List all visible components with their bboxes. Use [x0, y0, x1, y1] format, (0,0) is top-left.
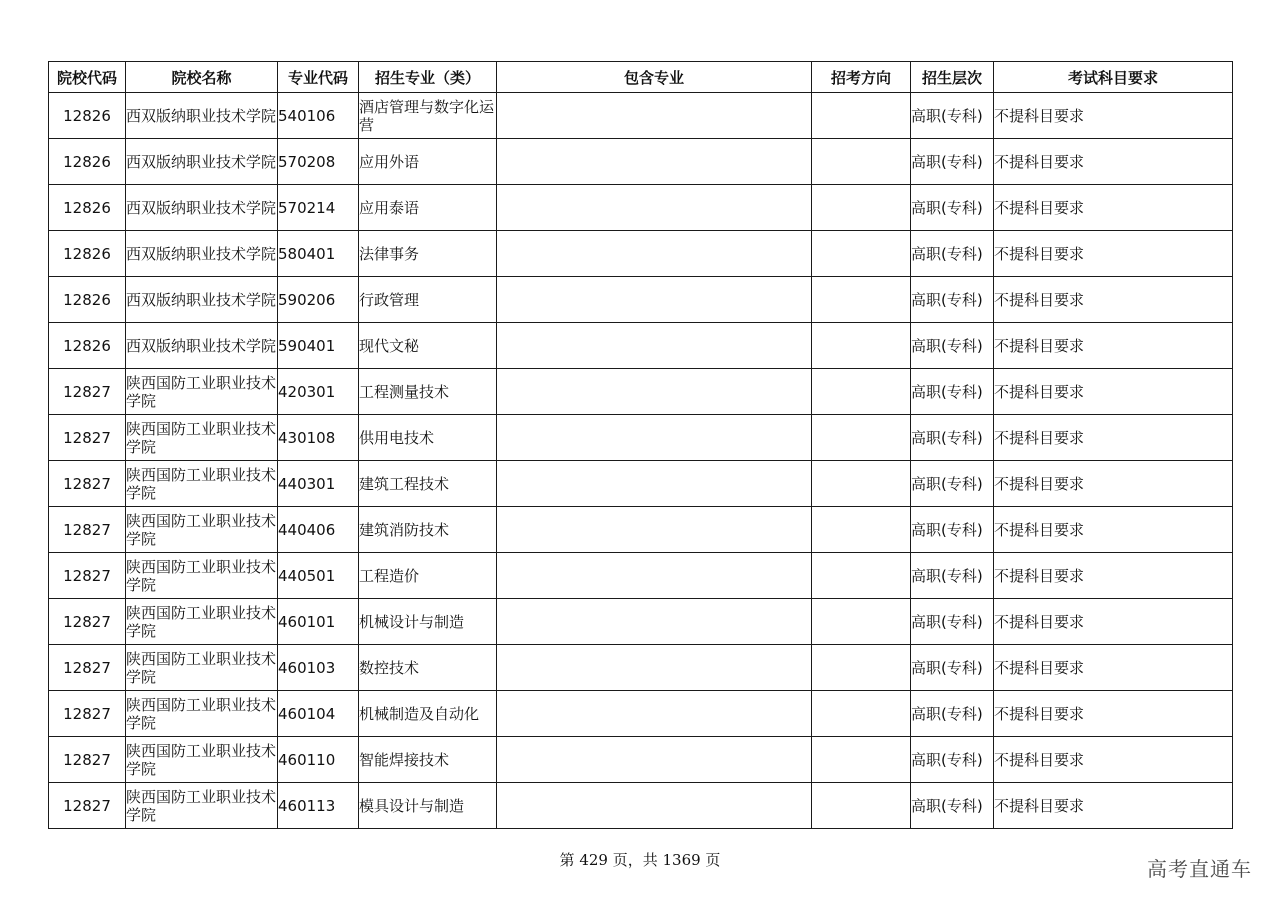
header-requirement: 考试科目要求: [994, 62, 1233, 93]
cell-direction: [812, 645, 911, 691]
cell-direction: [812, 231, 911, 277]
table-row: [49, 139, 1233, 185]
cell-level: 高职(专科): [911, 599, 994, 645]
cell-direction: [812, 277, 911, 323]
cell-level: 高职(专科): [911, 645, 994, 691]
cell-level: 高职(专科): [911, 415, 994, 461]
cell-requirement: 不提科目要求: [994, 599, 1233, 645]
cell-requirement: 不提科目要求: [994, 369, 1233, 415]
header-level: 招生层次: [911, 62, 994, 93]
cell-school-code: 12827: [49, 737, 126, 783]
cell-major: 法律事务: [359, 231, 497, 277]
cell-direction: [812, 691, 911, 737]
cell-major-code: 460113: [278, 783, 359, 829]
table-row: [49, 93, 1233, 139]
cell-major-code: 460110: [278, 737, 359, 783]
cell-requirement: 不提科目要求: [994, 461, 1233, 507]
cell-major: 工程造价: [359, 553, 497, 599]
admissions-table: [48, 61, 1233, 829]
cell-included-majors: [497, 783, 812, 829]
cell-level: 高职(专科): [911, 783, 994, 829]
table-row: [49, 507, 1233, 553]
cell-school-name: 西双版纳职业技术学院: [126, 277, 278, 323]
cell-included-majors: [497, 507, 812, 553]
cell-level: 高职(专科): [911, 737, 994, 783]
cell-included-majors: [497, 737, 812, 783]
cell-requirement: 不提科目要求: [994, 277, 1233, 323]
cell-school-name: 陕西国防工业职业技术学院: [126, 461, 278, 507]
cell-major-code: 420301: [278, 369, 359, 415]
cell-requirement: 不提科目要求: [994, 645, 1233, 691]
header-row: [49, 62, 1233, 93]
cell-school-code: 12826: [49, 323, 126, 369]
cell-direction: [812, 507, 911, 553]
cell-school-code: 12826: [49, 139, 126, 185]
cell-requirement: 不提科目要求: [994, 185, 1233, 231]
cell-major-code: 580401: [278, 231, 359, 277]
page-footer: 第 429 页，共 1369 页: [559, 851, 721, 869]
cell-major-code: 570214: [278, 185, 359, 231]
cell-level: 高职(专科): [911, 507, 994, 553]
table-row: [49, 415, 1233, 461]
cell-major: 智能焊接技术: [359, 737, 497, 783]
cell-school-name: 西双版纳职业技术学院: [126, 93, 278, 139]
cell-school-name: 陕西国防工业职业技术学院: [126, 645, 278, 691]
cell-major-code: 460101: [278, 599, 359, 645]
cell-level: 高职(专科): [911, 553, 994, 599]
cell-included-majors: [497, 369, 812, 415]
cell-direction: [812, 415, 911, 461]
cell-level: 高职(专科): [911, 691, 994, 737]
watermark: 高考直通车: [1147, 857, 1252, 881]
cell-included-majors: [497, 415, 812, 461]
cell-direction: [812, 139, 911, 185]
cell-major-code: 430108: [278, 415, 359, 461]
cell-included-majors: [497, 691, 812, 737]
cell-included-majors: [497, 323, 812, 369]
table-row: [49, 231, 1233, 277]
cell-level: 高职(专科): [911, 231, 994, 277]
table-row: [49, 691, 1233, 737]
cell-included-majors: [497, 461, 812, 507]
cell-requirement: 不提科目要求: [994, 737, 1233, 783]
cell-major: 酒店管理与数字化运营: [359, 93, 497, 139]
cell-major: 数控技术: [359, 645, 497, 691]
cell-major: 供用电技术: [359, 415, 497, 461]
table-row: [49, 645, 1233, 691]
table-row: [49, 599, 1233, 645]
cell-school-code: 12827: [49, 369, 126, 415]
cell-school-name: 陕西国防工业职业技术学院: [126, 783, 278, 829]
cell-school-code: 12827: [49, 553, 126, 599]
cell-level: 高职(专科): [911, 277, 994, 323]
cell-requirement: 不提科目要求: [994, 139, 1233, 185]
cell-major: 机械制造及自动化: [359, 691, 497, 737]
cell-included-majors: [497, 553, 812, 599]
cell-major: 应用泰语: [359, 185, 497, 231]
header-school-code: 院校代码: [49, 62, 126, 93]
cell-major-code: 460103: [278, 645, 359, 691]
cell-school-name: 陕西国防工业职业技术学院: [126, 415, 278, 461]
cell-school-code: 12826: [49, 185, 126, 231]
header-major-code: 专业代码: [278, 62, 359, 93]
cell-school-code: 12827: [49, 507, 126, 553]
cell-direction: [812, 323, 911, 369]
cell-included-majors: [497, 139, 812, 185]
cell-school-name: 西双版纳职业技术学院: [126, 185, 278, 231]
cell-school-code: 12827: [49, 691, 126, 737]
cell-level: 高职(专科): [911, 323, 994, 369]
cell-major-code: 590206: [278, 277, 359, 323]
cell-level: 高职(专科): [911, 139, 994, 185]
cell-school-name: 陕西国防工业职业技术学院: [126, 369, 278, 415]
cell-included-majors: [497, 277, 812, 323]
cell-major: 建筑消防技术: [359, 507, 497, 553]
cell-direction: [812, 369, 911, 415]
table-row: [49, 369, 1233, 415]
cell-school-name: 西双版纳职业技术学院: [126, 231, 278, 277]
cell-major: 工程测量技术: [359, 369, 497, 415]
table-row: [49, 737, 1233, 783]
cell-major-code: 440501: [278, 553, 359, 599]
cell-major: 行政管理: [359, 277, 497, 323]
table-body: [49, 93, 1233, 829]
cell-requirement: 不提科目要求: [994, 323, 1233, 369]
cell-school-name: 陕西国防工业职业技术学院: [126, 507, 278, 553]
cell-major: 应用外语: [359, 139, 497, 185]
header-major: 招生专业（类）: [359, 62, 497, 93]
cell-included-majors: [497, 645, 812, 691]
cell-level: 高职(专科): [911, 461, 994, 507]
cell-direction: [812, 185, 911, 231]
cell-school-name: 陕西国防工业职业技术学院: [126, 691, 278, 737]
cell-major-code: 590401: [278, 323, 359, 369]
cell-major-code: 570208: [278, 139, 359, 185]
cell-requirement: 不提科目要求: [994, 231, 1233, 277]
cell-level: 高职(专科): [911, 185, 994, 231]
cell-major: 模具设计与制造: [359, 783, 497, 829]
table-row: [49, 461, 1233, 507]
header-direction: 招考方向: [812, 62, 911, 93]
table-row: [49, 323, 1233, 369]
cell-direction: [812, 599, 911, 645]
cell-major-code: 460104: [278, 691, 359, 737]
cell-requirement: 不提科目要求: [994, 783, 1233, 829]
table-row: [49, 783, 1233, 829]
cell-requirement: 不提科目要求: [994, 553, 1233, 599]
cell-requirement: 不提科目要求: [994, 691, 1233, 737]
cell-school-code: 12827: [49, 599, 126, 645]
cell-level: 高职(专科): [911, 93, 994, 139]
cell-included-majors: [497, 599, 812, 645]
cell-included-majors: [497, 231, 812, 277]
cell-school-code: 12826: [49, 231, 126, 277]
table-row: [49, 553, 1233, 599]
cell-requirement: 不提科目要求: [994, 507, 1233, 553]
table-row: [49, 277, 1233, 323]
cell-direction: [812, 461, 911, 507]
cell-direction: [812, 783, 911, 829]
cell-major: 现代文秘: [359, 323, 497, 369]
header-school-name: 院校名称: [126, 62, 278, 93]
cell-school-code: 12827: [49, 783, 126, 829]
cell-included-majors: [497, 93, 812, 139]
table-header: [49, 62, 1233, 93]
cell-school-code: 12826: [49, 93, 126, 139]
cell-school-code: 12827: [49, 645, 126, 691]
cell-direction: [812, 553, 911, 599]
cell-major: 建筑工程技术: [359, 461, 497, 507]
header-included-majors: 包含专业: [497, 62, 812, 93]
cell-included-majors: [497, 185, 812, 231]
cell-school-name: 陕西国防工业职业技术学院: [126, 599, 278, 645]
cell-direction: [812, 737, 911, 783]
cell-requirement: 不提科目要求: [994, 93, 1233, 139]
cell-school-name: 西双版纳职业技术学院: [126, 323, 278, 369]
cell-direction: [812, 93, 911, 139]
cell-school-name: 陕西国防工业职业技术学院: [126, 737, 278, 783]
table-row: [49, 185, 1233, 231]
cell-school-code: 12827: [49, 461, 126, 507]
cell-level: 高职(专科): [911, 369, 994, 415]
cell-school-code: 12827: [49, 415, 126, 461]
cell-school-name: 西双版纳职业技术学院: [126, 139, 278, 185]
cell-major-code: 440406: [278, 507, 359, 553]
cell-requirement: 不提科目要求: [994, 415, 1233, 461]
cell-major: 机械设计与制造: [359, 599, 497, 645]
cell-school-code: 12826: [49, 277, 126, 323]
cell-major-code: 440301: [278, 461, 359, 507]
cell-school-name: 陕西国防工业职业技术学院: [126, 553, 278, 599]
cell-major-code: 540106: [278, 93, 359, 139]
